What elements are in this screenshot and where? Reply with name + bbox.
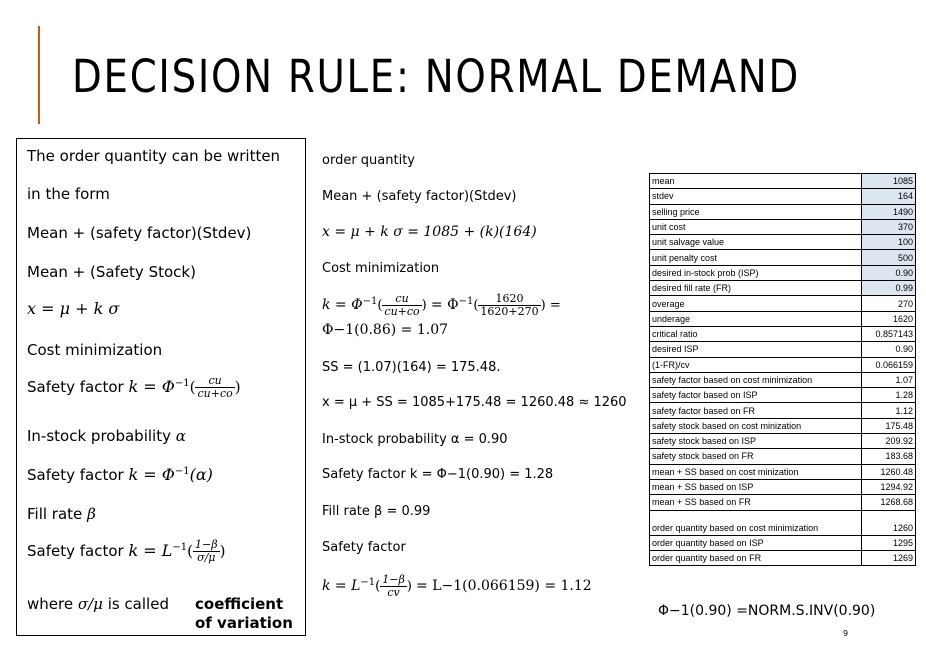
table-cell-value: 1294.92 [862,479,916,494]
table-cell-label: safety stock based on FR [650,449,862,464]
table-cell-label: unit salvage value [650,235,862,250]
mid-k-fr-eq: $k = L^{-1}$( $\frac{1-\beta}{cv}$ ) = L−1(0.066159) = 1.12 [322,573,592,600]
table-cell-value: 1620 [862,311,916,326]
table-cell-value: 164 [862,189,916,204]
table-row [650,495,916,510]
mid-isp-eq: In-stock probability α = 0.90 [322,432,508,447]
sf-k-eq: k = Φ [128,377,175,397]
left-line-2: in the form [27,185,110,203]
left-safety-factor-cost: Safety factor $k = \Phi^{-1}$( $\frac{cu}{cu+co}$ ) [27,374,241,401]
table-cell-value: 1295 [862,535,916,550]
table-cell-label: mean [650,174,862,189]
table-cell-label: order quantity based on cost minimization [650,510,862,535]
left-line-1: The order quantity can be written [27,147,281,165]
table-row [650,265,916,280]
table-cell-value: 100 [862,235,916,250]
mid-phi-086: Φ−1(0.86) = 1.07 [322,322,449,338]
table-row [650,535,916,550]
table-row [650,250,916,265]
table-cell-value: 0.90 [862,265,916,280]
table-row [650,372,916,387]
table-cell-label: desired ISP [650,342,862,357]
left-explanation-box [16,138,306,636]
mid-sf-label: Safety factor [322,540,406,555]
table-row [650,388,916,403]
table-row [650,235,916,250]
table-cell-label: mean + SS based on cost minization [650,464,862,479]
left-cost-min: Cost minimization [27,341,163,359]
left-line-3: Mean + (safety factor)(Stdev) [27,224,252,242]
table-row [650,204,916,219]
sf-inv: −1 [174,378,190,390]
table-row [650,311,916,326]
table-cell-label: safety factor based on cost minimization [650,372,862,387]
table-cell-value: 0.857143 [862,326,916,341]
table-row [650,357,916,372]
table-row [650,326,916,341]
table-row [650,479,916,494]
table-cell-label: desired fill rate (FR) [650,281,862,296]
parameter-table [649,173,916,566]
table-cell-value: 0.066159 [862,357,916,372]
table-cell-label: safety factor based on FR [650,403,862,418]
table-cell-label: safety stock based on cost minization [650,418,862,433]
mid-mean-sf: Mean + (safety factor)(Stdev) [322,189,517,204]
table-cell-value: 175.48 [862,418,916,433]
table-row [650,174,916,189]
table-cell-value: 209.92 [862,434,916,449]
table-cell-label: mean + SS based on FR [650,495,862,510]
table-cell-value: 1085 [862,174,916,189]
left-safety-factor-fr: Safety factor $k = L^{-1}$( $\frac{1-\beta}{\sigma/\mu}$ ) [27,538,226,565]
sf-label: Safety factor [27,378,124,397]
left-safety-factor-isp: Safety factor $k = \Phi^{-1}(\alpha)$ [27,465,213,484]
mid-x-eq: x = μ + SS = 1085+175.48 = 1260.48 ≈ 1260 [322,395,627,410]
table-cell-value: 370 [862,219,916,234]
table-cell-label: order quantity based on FR [650,550,862,565]
table-cell-value: 1260 [862,510,916,535]
table-cell-label: unit cost [650,219,862,234]
norm-inv-formula: Φ−1(0.90) =NORM.S.INV(0.90) [658,603,876,619]
table-row [650,434,916,449]
mid-eq1: x = μ + k σ = 1085 + (k)(164) [322,224,537,240]
table-cell-label: desired in-stock prob (ISP) [650,265,862,280]
slide-title: DECISION RULE: NORMAL DEMAND [72,50,801,103]
table-row [650,281,916,296]
coefficient-of-variation-bold: coefficient of variation [195,595,293,632]
table-cell-label: critical ratio [650,326,862,341]
mid-fill-rate: Fill rate β = 0.99 [322,504,431,519]
table-row [650,510,916,535]
left-eq-x: x = μ + k σ [27,299,120,318]
table-cell-value: 1490 [862,204,916,219]
table-row [650,464,916,479]
table-cell-value: 0.90 [862,342,916,357]
table-cell-value: 1.12 [862,403,916,418]
table-cell-value: 500 [862,250,916,265]
table-cell-value: 1268.68 [862,495,916,510]
mid-k-cost-eq: $k = \Phi^{-1}$( $\frac{cu}{cu+co}$ ) = $\Phi^{-1}$( $\frac{1620}{1620+270}$ ) = [322,292,561,319]
table-row [650,449,916,464]
mid-order-quantity: order quantity [322,153,415,168]
table-row [650,219,916,234]
table-cell-value: 1260.48 [862,464,916,479]
table-row [650,189,916,204]
left-where-line: where σ/μ is called [27,595,169,613]
table-cell-label: safety factor based on ISP [650,388,862,403]
sf-fraction: $\frac{cu}{cu+co}$ [197,374,233,401]
page-number: 9 [843,629,849,638]
table-cell-value: 183.68 [862,449,916,464]
table-row [650,550,916,565]
table-cell-value: 270 [862,296,916,311]
table-row [650,418,916,433]
table-cell-label: safety stock based on ISP [650,434,862,449]
table-row [650,403,916,418]
mid-sf-isp: Safety factor k = Φ−1(0.90) = 1.28 [322,467,554,482]
left-isp: In-stock probability α [27,427,186,445]
table-row [650,296,916,311]
table-cell-value: 1.28 [862,388,916,403]
table-cell-label: stdev [650,189,862,204]
left-line-4: Mean + (Safety Stock) [27,263,196,281]
table-cell-label: (1-FR)/cv [650,357,862,372]
mid-ss: SS = (1.07)(164) = 175.48. [322,360,501,375]
table-cell-label: unit penalty cost [650,250,862,265]
table-cell-label: underage [650,311,862,326]
table-row [650,342,916,357]
mid-cost-min: Cost minimization [322,261,440,276]
table-cell-value: 1.07 [862,372,916,387]
table-cell-label: selling price [650,204,862,219]
table-cell-value: 1269 [862,550,916,565]
table-cell-value: 0.99 [862,281,916,296]
accent-bar [38,26,40,124]
table-cell-label: mean + SS based on ISP [650,479,862,494]
table-cell-label: order quantity based on ISP [650,535,862,550]
table-cell-label: overage [650,296,862,311]
left-fill-rate: Fill rate β [27,505,96,523]
